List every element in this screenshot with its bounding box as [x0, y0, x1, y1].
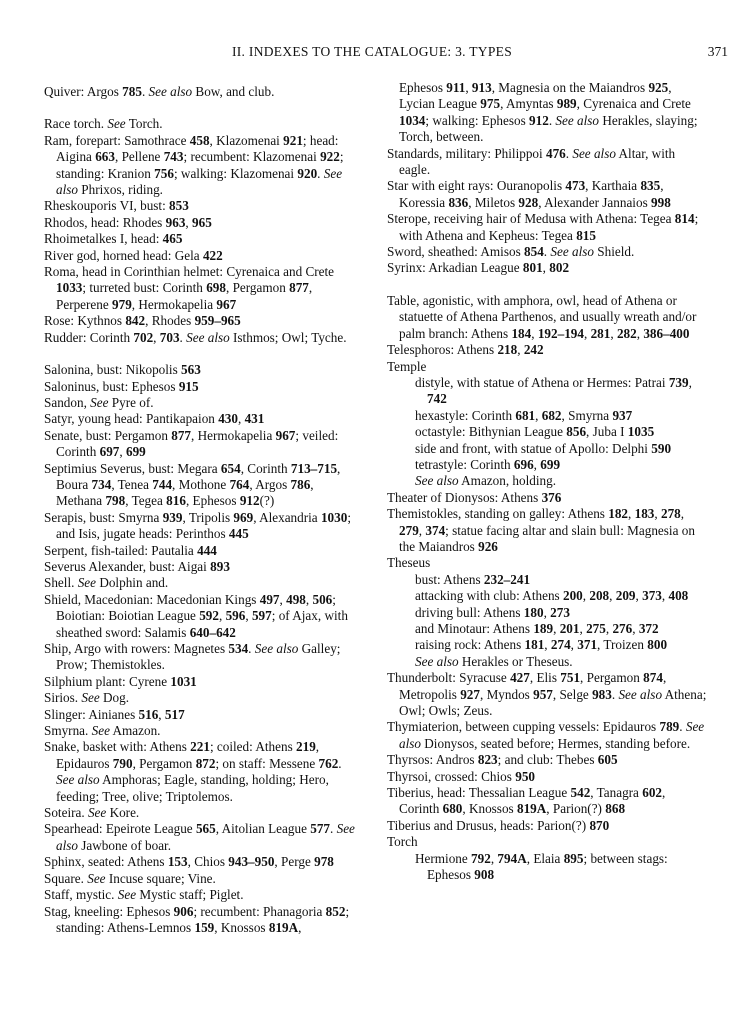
index-entry: Ephesos 911, 913, Magnesia on the Maiandros 925, Lycian League 975, Amyntas 989, Cyrenaica and Crete 1034; walking: Ephesos 912. See also Herakles, slaying; Torch, between. — [399, 80, 698, 145]
index-entry: Shield, Macedonian: Macedonian Kings 497, 498, 506; Boiotian: Boiotian League 592, 596, 597; of Ajax, with sheathed sword: Salamis 640–642 — [44, 591, 348, 640]
index-entry: Sirios. See Dog. — [44, 690, 129, 706]
index-entry: Thunderbolt: Syracuse 427, Elis 751, Pergamon 874, Metropolis 927, Myndos 957, Selge 983. See also Athena; Owl; Owls; Zeus. — [387, 670, 707, 719]
index-entry: Slinger: Ainianes 516, 517 — [44, 706, 185, 722]
index-subentry: See also Herakles or Theseus. — [415, 653, 573, 669]
index-column-left — [44, 84, 362, 936]
index-entry: Rhodos, head: Rhodes 963, 965 — [44, 214, 212, 230]
index-entry: Tiberius, head: Thessalian League 542, Tanagra 602, Corinth 680, Knossos 819A, Parion(?) 868 — [387, 785, 666, 817]
index-entry: Tiberius and Drusus, heads: Parion(?) 870 — [387, 817, 610, 833]
running-head-title: II. INDEXES TO THE CATALOGUE: 3. TYPES — [231, 44, 513, 59]
index-entry: Sterope, receiving hair of Medusa with Athena: Tegea 814; with Athena and Kepheus: Tegea 815 — [387, 211, 699, 243]
index-entry: Saloninus, bust: Ephesos 915 — [44, 378, 199, 394]
index-subentry: side and front, with statue of Apollo: Delphi 590 — [415, 440, 672, 456]
index-subentry: hexastyle: Corinth 681, 682, Smyrna 937 — [415, 407, 633, 423]
index-entry: Theater of Dionysos: Athens 376 — [387, 489, 562, 505]
index-subentry: driving bull: Athens 180, 273 — [415, 604, 570, 620]
index-entry: Standards, military: Philippoi 476. See also Altar, with eagle. — [387, 145, 676, 178]
index-entry: Rose: Kythnos 842, Rhodes 959–965 — [44, 313, 241, 329]
index-entry: Sandon, See Pyre of. — [44, 394, 154, 410]
entry-group-spacer — [44, 346, 362, 362]
index-entry: Rheskouporis VI, bust: 853 — [44, 198, 189, 214]
index-entry: Stag, kneeling: Ephesos 906; recumbent: Phanagoria 852; standing: Athens-Lemnos 159, Knossos 819A, — [44, 903, 350, 935]
page-header — [60, 44, 728, 64]
index-entry: River god, horned head: Gela 422 — [44, 247, 223, 263]
index-entry: Shell. See Dolphin and. — [44, 575, 169, 591]
index-entry: Syrinx: Arkadian League 801, 802 — [387, 260, 570, 276]
index-entry: Theseus — [387, 555, 431, 571]
index-subentry: attacking with club: Athens 200, 208, 209, 373, 408 — [415, 588, 689, 604]
entry-group-spacer — [387, 277, 707, 293]
index-entry: Race torch. See Torch. — [44, 116, 163, 132]
index-entry: Rhoimetalkes I, head: 465 — [44, 231, 183, 247]
index-entry: Sphinx, seated: Athens 153, Chios 943–950, Perge 978 — [44, 854, 334, 870]
index-subentry: raising rock: Athens 181, 274, 371, Troizen 800 — [415, 637, 668, 653]
index-entry: Telesphoros: Athens 218, 242 — [387, 342, 544, 358]
entry-group-spacer — [44, 100, 362, 116]
index-entry: Severus Alexander, bust: Aigai 893 — [44, 558, 230, 574]
index-entry: Temple — [387, 358, 427, 374]
index-entry: Rudder: Corinth 702, 703. See also Isthmos; Owl; Tyche. — [44, 329, 347, 345]
index-subentry: tetrastyle: Corinth 696, 699 — [415, 456, 561, 472]
index-entry: Ram, forepart: Samothrace 458, Klazomenai 921; head: Aigina 663, Pellene 743; recumbent: Klazomenai 922; standing: Kranion 756; walking: Klazomenai 920. See also Phrixos, riding. — [44, 132, 344, 198]
index-subentry: bust: Athens 232–241 — [415, 571, 531, 587]
index-entry: Smyrna. See Amazon. — [44, 723, 161, 739]
index-entry: Thymiaterion, between cupping vessels: Epidauros 789. See also Dionysos, seated before; Hermes, standing before. — [387, 719, 705, 751]
index-entry: Table, agonistic, with amphora, owl, head of Athena or statuette of Athena Parthenos, and usually wreath and/or palm branch: Athens 184, 192–194, 281, 282, 386–400 — [387, 292, 697, 341]
index-subentry: distyle, with statue of Athena or Hermes: Patrai 739, 742 — [415, 374, 692, 407]
index-entry: Serpent, fish-tailed: Pautalia 444 — [44, 542, 217, 558]
index-entry: Snake, basket with: Athens 221; coiled: Athens 219, Epidauros 790, Pergamon 872; on staff: Messene 762. See also Amphoras; Eagle, standing, holding; Hero, feeding; Tree, olive; Triptolemos. — [44, 739, 342, 804]
index-entry: Star with eight rays: Ouranopolis 473, Karthaia 835, Koressia 836, Miletos 928, Alexander Jannaios 998 — [387, 178, 671, 210]
index-entry: Senate, bust: Pergamon 877, Hermokapelia 967; veiled: Corinth 697, 699 — [44, 427, 339, 460]
index-entry: Roma, head in Corinthian helmet: Cyrenaica and Crete 1033; turreted bust: Corinth 698, Pergamon 877, Perperene 979, Hermokapelia 967 — [44, 264, 335, 312]
index-subentry: Hermione 792, 794A, Elaia 895; between stags: Ephesos 908 — [415, 850, 668, 883]
index-entry: Salonina, bust: Nikopolis 563 — [44, 362, 201, 378]
index-entry: Ship, Argo with rowers: Magnetes 534. See also Galley; Prow; Themistokles. — [44, 641, 341, 673]
index-entry: Thyrsos: Andros 823; and club: Thebes 605 — [387, 752, 618, 768]
index-entry: Silphium plant: Cyrene 1031 — [44, 673, 197, 689]
index-entry: Sword, sheathed: Amisos 854. See also Shield. — [387, 244, 635, 260]
index-entry: Septimius Severus, bust: Megara 654, Corinth 713–715, Boura 734, Tenea 744, Mothone 764, Argos 786, Methana 798, Tegea 816, Ephesos 912(?) — [44, 460, 341, 509]
index-entry: Soteira. See Kore. — [44, 805, 140, 821]
index-entry: Square. See Incuse square; Vine. — [44, 870, 216, 886]
index-column-right — [387, 80, 707, 884]
index-subentry: See also Amazon, holding. — [415, 473, 557, 489]
page-number: 371 — [707, 44, 728, 59]
index-entry: Torch — [387, 834, 418, 850]
index-subentry: octastyle: Bithynian League 856, Juba I 1035 — [415, 424, 655, 440]
index-entry: Spearhead: Epeirote League 565, Aitolian League 577. See also Jawbone of boar. — [44, 821, 355, 853]
index-entry: Thyrsoi, crossed: Chios 950 — [387, 768, 535, 784]
index-entry: Serapis, bust: Smyrna 939, Tripolis 969, Alexandria 1030; and Isis, jugate heads: Perinthos 445 — [44, 509, 351, 542]
index-entry: Satyr, young head: Pantikapaion 430, 431 — [44, 411, 265, 427]
index-entry: Quiver: Argos 785. See also Bow, and club. — [44, 84, 275, 99]
index-entry: Themistokles, standing on galley: Athens 182, 183, 278, 279, 374; statue facing altar and slain bull: Magnesia on the Maiandros 926 — [387, 506, 695, 554]
index-entry: Staff, mystic. See Mystic staff; Piglet. — [44, 887, 244, 903]
index-subentry: and Minotaur: Athens 189, 201, 275, 276, 372 — [415, 621, 659, 636]
